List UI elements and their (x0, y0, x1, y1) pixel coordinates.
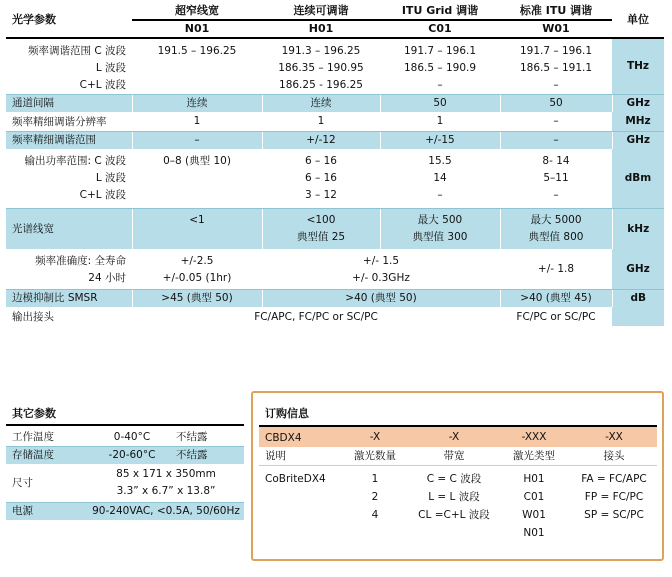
storage-temp-note: 不结露 (176, 447, 244, 465)
power-label-cl: C+L 波段 (79, 189, 126, 201)
freq-unit: THz (612, 38, 664, 95)
power-h01-l: 6 – 16 (305, 172, 337, 184)
table-row (6, 209, 664, 230)
legend-desc: 说明 (265, 450, 286, 462)
fine-res-unit: MHz (612, 112, 664, 132)
order-cell (259, 506, 339, 524)
freq-range-label-l: L 波段 (95, 62, 126, 74)
optical-params-title: 光学参数 (6, 0, 132, 38)
power-label-c: 输出功率范围: C 波段 (24, 155, 126, 167)
connector-nhc: FC/APC, FC/PC or SC/PC (254, 311, 378, 323)
optical-params-table (6, 0, 664, 326)
linewidth-c01-typ: 典型值 300 (380, 229, 500, 249)
order-cell: CL =C+L 波段 (418, 509, 490, 521)
order-cell (571, 524, 657, 542)
freq-w01-cl: – (553, 79, 559, 91)
power-c01-cl: – (437, 189, 443, 201)
op-temp-value: 0-40°C (113, 431, 151, 443)
spacing-label: 通道间隔 (6, 95, 132, 113)
smsr-hc: >40 (典型 50) (262, 290, 500, 308)
order-cell (259, 488, 339, 506)
order-cell: SP = SC/PC (584, 509, 644, 521)
order-cell: FP = FC/PC (584, 491, 644, 503)
accuracy-hc-life: +/- 1.5 (362, 255, 400, 267)
freq-range-label-c: 频率调谐范围 C 波段 (27, 45, 126, 57)
table-row (6, 95, 664, 113)
legend-band: 带宽 (443, 450, 465, 462)
power-label-l: L 波段 (95, 172, 126, 184)
accuracy-label-life: 频率准确度: 全寿命 (35, 255, 126, 267)
col-n01-name: 超窄线宽 (132, 0, 262, 20)
col-c01-code: C01 (380, 20, 500, 38)
freq-c01-c: 191.7 – 196.1 (403, 45, 477, 57)
table-row (6, 447, 244, 465)
order-cell: FA = FC/APC (581, 473, 647, 485)
power-unit: dBm (612, 149, 664, 209)
power-supply-label: 电源 (6, 503, 88, 521)
freq-w01-l: 186.5 – 191.1 (519, 62, 593, 74)
table-row (6, 132, 664, 150)
spacing-h01: 连续 (262, 95, 380, 113)
order-cell: C01 (523, 491, 545, 503)
power-w01-cl: – (553, 189, 559, 201)
power-h01-c: 6 – 16 (305, 155, 337, 167)
table-row (6, 249, 664, 270)
table-row (6, 170, 664, 187)
linewidth-n01: <1 (132, 209, 262, 230)
power-c01-l: 14 (433, 172, 447, 184)
part-base: CBDX4 (259, 426, 339, 447)
part-band: -X (411, 426, 497, 447)
table-row (6, 38, 664, 60)
other-params-table (6, 404, 244, 520)
fine-range-c01: +/-15 (380, 132, 500, 150)
table-row (259, 524, 657, 542)
table-row (6, 425, 244, 447)
storage-temp-label: 存储温度 (6, 447, 88, 465)
part-lasers: -X (339, 426, 411, 447)
linewidth-unit: kHz (612, 209, 664, 250)
fine-range-h01: +/-12 (262, 132, 380, 150)
table-row (259, 488, 657, 506)
accuracy-unit: GHz (612, 249, 664, 290)
order-cell: L = L 波段 (428, 491, 480, 503)
col-c01-name: ITU Grid 调谐 (380, 0, 500, 20)
order-cell: 1 (371, 473, 379, 485)
size-imperial: 3.3” x 6.7” x 13.8” (116, 485, 216, 497)
linewidth-h01-typ: 典型值 25 (262, 229, 380, 249)
linewidth-c01-max: 最大 500 (380, 209, 500, 230)
ordering-table (259, 403, 657, 542)
order-cell: H01 (523, 473, 545, 485)
accuracy-w01: +/- 1.8 (537, 262, 575, 275)
fine-res-c01: 1 (436, 115, 444, 127)
connector-label: 输出接头 (12, 311, 54, 323)
table-row (259, 466, 657, 489)
op-temp-note: 不结露 (176, 431, 208, 443)
power-supply-value: 90-240VAC, <0.5A, 50/60Hz (88, 503, 244, 521)
table-row (6, 77, 664, 95)
accuracy-label-24h: 24 小时 (88, 272, 126, 284)
order-cell: 4 (371, 509, 379, 521)
power-n01: 0–8 (典型 10) (163, 155, 231, 167)
freq-h01-cl: 186.25 - 196.25 (279, 79, 363, 91)
accuracy-n01-life: +/-2.5 (180, 255, 214, 267)
part-type: -XXX (497, 426, 571, 447)
legend-connector: 接头 (603, 450, 625, 462)
smsr-w01: >40 (典型 45) (500, 290, 612, 308)
other-params-title: 其它参数 (6, 404, 244, 425)
size-metric: 85 x 171 x 350mm (116, 468, 216, 480)
table-row (259, 506, 657, 524)
table-row (6, 307, 664, 326)
freq-w01-c: 191.7 – 196.1 (519, 45, 593, 57)
col-unit: 单位 (612, 0, 664, 38)
col-w01-code: W01 (500, 20, 612, 38)
order-cell (339, 524, 411, 542)
storage-temp-value: -20-60°C (88, 447, 176, 465)
freq-h01-l: 186.35 – 190.95 (278, 62, 364, 74)
order-cell: N01 (523, 527, 545, 539)
table-row (6, 503, 244, 521)
power-w01-c: 8- 14 (542, 155, 570, 167)
fine-res-n01: 1 (193, 115, 201, 127)
size-label: 尺寸 (12, 476, 33, 489)
table-row (6, 149, 664, 170)
col-h01-name: 连续可调谐 (262, 0, 380, 20)
smsr-unit: dB (612, 290, 664, 308)
legend-row (259, 447, 657, 466)
power-c01-c: 15.5 (428, 155, 452, 167)
legend-lasers: 激光数量 (354, 450, 396, 462)
table-row (6, 464, 244, 483)
col-h01-code: H01 (262, 20, 380, 38)
spacing-w01: 50 (500, 95, 612, 113)
op-temp-label: 工作温度 (12, 431, 54, 443)
power-h01-cl: 3 – 12 (305, 189, 337, 201)
col-w01-name: 标准 ITU 调谐 (500, 0, 612, 20)
freq-range-label-cl: C+L 波段 (79, 79, 126, 91)
order-cell: C = C 波段 (426, 473, 482, 485)
fine-range-n01: – (132, 132, 262, 150)
fine-range-w01: – (500, 132, 612, 150)
connector-w01: FC/PC or SC/PC (516, 311, 596, 323)
legend-type: 激光类型 (513, 450, 555, 462)
order-cell (411, 524, 497, 542)
linewidth-label: 光谱线宽 (6, 209, 132, 250)
fine-res-label: 频率精细调谐分辨率 (12, 116, 107, 128)
ordering-info-box (251, 391, 664, 561)
fine-res-h01: 1 (317, 115, 325, 127)
smsr-label: 边模抑制比 SMSR (6, 290, 132, 308)
linewidth-h01-max: <100 (262, 209, 380, 230)
order-cell: 2 (371, 491, 379, 503)
col-n01-code: N01 (132, 20, 262, 38)
table-row (6, 290, 664, 308)
power-w01-l: 5–11 (543, 172, 569, 184)
part-number-row (259, 426, 657, 447)
spacing-unit: GHz (612, 95, 664, 113)
fine-res-w01: – (553, 115, 559, 127)
freq-n01: 191.5 – 196.25 (157, 45, 237, 57)
order-cell: CoBriteDX4 (265, 473, 326, 485)
accuracy-n01-24h: +/-0.05 (1hr) (162, 272, 232, 284)
order-cell (259, 524, 339, 542)
table-row (6, 112, 664, 132)
table-row (6, 60, 664, 77)
order-cell: W01 (522, 509, 546, 521)
freq-c01-cl: – (437, 79, 443, 91)
smsr-n01: >45 (典型 50) (132, 290, 262, 308)
ordering-title: 订购信息 (259, 403, 657, 426)
spacing-c01: 50 (380, 95, 500, 113)
accuracy-hc-24h: +/- 0.3GHz (352, 272, 410, 284)
freq-h01-c: 191.3 – 196.25 (281, 45, 361, 57)
linewidth-w01-max: 最大 5000 (500, 209, 612, 230)
fine-range-unit: GHz (612, 132, 664, 150)
part-connector: -XX (571, 426, 657, 447)
table-row (6, 187, 664, 209)
linewidth-w01-typ: 典型值 800 (500, 229, 612, 249)
freq-c01-l: 186.5 – 190.9 (403, 62, 477, 74)
fine-range-label: 频率精细调谐范围 (6, 132, 132, 150)
spacing-n01: 连续 (132, 95, 262, 113)
